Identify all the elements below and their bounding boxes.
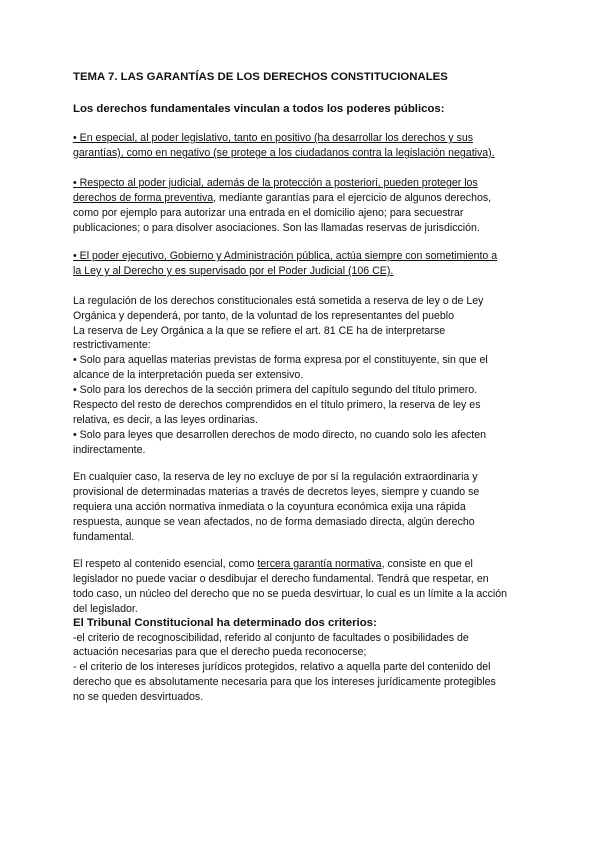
underlined-phrase: tercera garantía normativa — [257, 558, 382, 570]
reserva-line: relativa, es decir, a las leyes ordinarias. — [73, 414, 258, 426]
criterio-line: actuación necesarias para que el derecho pueda reconocerse; — [73, 646, 367, 658]
decretos-line: provisional de determinadas materias a través de decretos leyes, siempre y cuando se — [73, 486, 480, 498]
reserva-line: restrictivamente: — [73, 339, 151, 351]
reserva-line: indirectamente. — [73, 444, 146, 456]
text-span: , mediante garantías para el ejercicio de algunos derechos, — [213, 192, 492, 204]
contenido-esencial-line: todo caso, un núcleo del derecho que no se pueda desvirtuar, lo cual es un límite a la acción — [73, 588, 508, 600]
document-title: TEMA 7. LAS GARANTÍAS DE LOS DERECHOS CONSTITUCIONALES — [73, 71, 448, 83]
text-span: , consiste en que el — [381, 558, 473, 570]
contenido-esencial-line: legislador no puede vaciar o desdibujar el derecho fundamental. Tendrá que respetar, en — [73, 573, 489, 585]
reserva-line: Respecto del resto de derechos comprendidos en el título primero, la reserva de ley es — [73, 399, 481, 411]
criterio-line: -el criterio de recognoscibilidad, referido al conjunto de facultades o posibilidades de — [73, 632, 469, 644]
bullet-judicial-line: • Respecto al poder judicial, además de la protección a posteriori, pueden proteger los — [73, 177, 478, 189]
criterio-line: no se queden desvirtuados. — [73, 691, 204, 703]
bullet-judicial-line: como por ejemplo para autorizar una entrada en el domicilio ajeno; para secuestrar — [73, 207, 464, 219]
bullet-legislativo-line: • En especial, al poder legislativo, tanto en positivo (ha desarrollar los derechos y sus — [73, 132, 474, 144]
decretos-line: En cualquier caso, la reserva de ley no excluye de por sí la regulación extraordinaria y — [73, 471, 478, 483]
bullet-judicial-line — [73, 191, 491, 206]
criterio-line: derecho que es absolutamente necesaria para que los intereses jurídicamente protegibles — [73, 676, 496, 688]
reserva-line: • Solo para aquellas materias previstas de forma expresa por el constituyente, sin que el — [73, 354, 488, 366]
decretos-line: fundamental. — [73, 531, 135, 543]
contenido-esencial-line: del legislador. — [73, 603, 138, 615]
bullet-ejecutivo-line: • El poder ejecutivo, Gobierno y Administración pública, actúa siempre con sometimiento a — [73, 250, 498, 262]
reserva-line: La reserva de Ley Orgánica a la que se refiere el art. 81 CE ha de interpretarse — [73, 325, 446, 337]
reserva-line: Orgánica y dependerá, por tanto, de la voluntad de los representantes del pueblo — [73, 310, 455, 322]
bullet-judicial-line: publicaciones; o para disolver asociaciones. Son las llamadas reservas de jurisdicción. — [73, 222, 480, 234]
tc-heading: El Tribunal Constitucional ha determinado dos criterios: — [73, 617, 377, 629]
bullet-ejecutivo-line: la Ley y al Derecho y es supervisado por el Poder Judicial (106 CE). — [73, 265, 394, 277]
bullet-legislativo-line: garantías), como en negativo (se protege a los ciudadanos contra la legislación negativa). — [73, 147, 495, 159]
reserva-line: • Solo para los derechos de la sección primera del capítulo segundo del título primero. — [73, 384, 478, 396]
decretos-line: requiera una acción normativa inmediata o la coyuntura económica exija una rápida — [73, 501, 466, 513]
decretos-line: respuesta, aunque se vean afectados, no de forma demasiado directa, algún derecho — [73, 516, 475, 528]
reserva-line: La regulación de los derechos constitucionales está sometida a reserva de ley o de Ley — [73, 295, 484, 307]
text-span: El respeto al contenido esencial, como — [73, 558, 258, 570]
contenido-esencial-line — [73, 557, 473, 572]
section-subtitle: Los derechos fundamentales vinculan a todos los poderes públicos: — [73, 103, 445, 115]
reserva-line: • Solo para leyes que desarrollen derechos de modo directo, no cuando solo les afecten — [73, 429, 487, 441]
reserva-line: alcance de la interpretación pueda ser extensivo. — [73, 369, 304, 381]
criterio-line: - el criterio de los intereses jurídicos protegidos, relativo a aquella parte del contenido del — [73, 661, 491, 673]
underlined-phrase: derechos de forma preventiva — [73, 192, 214, 204]
